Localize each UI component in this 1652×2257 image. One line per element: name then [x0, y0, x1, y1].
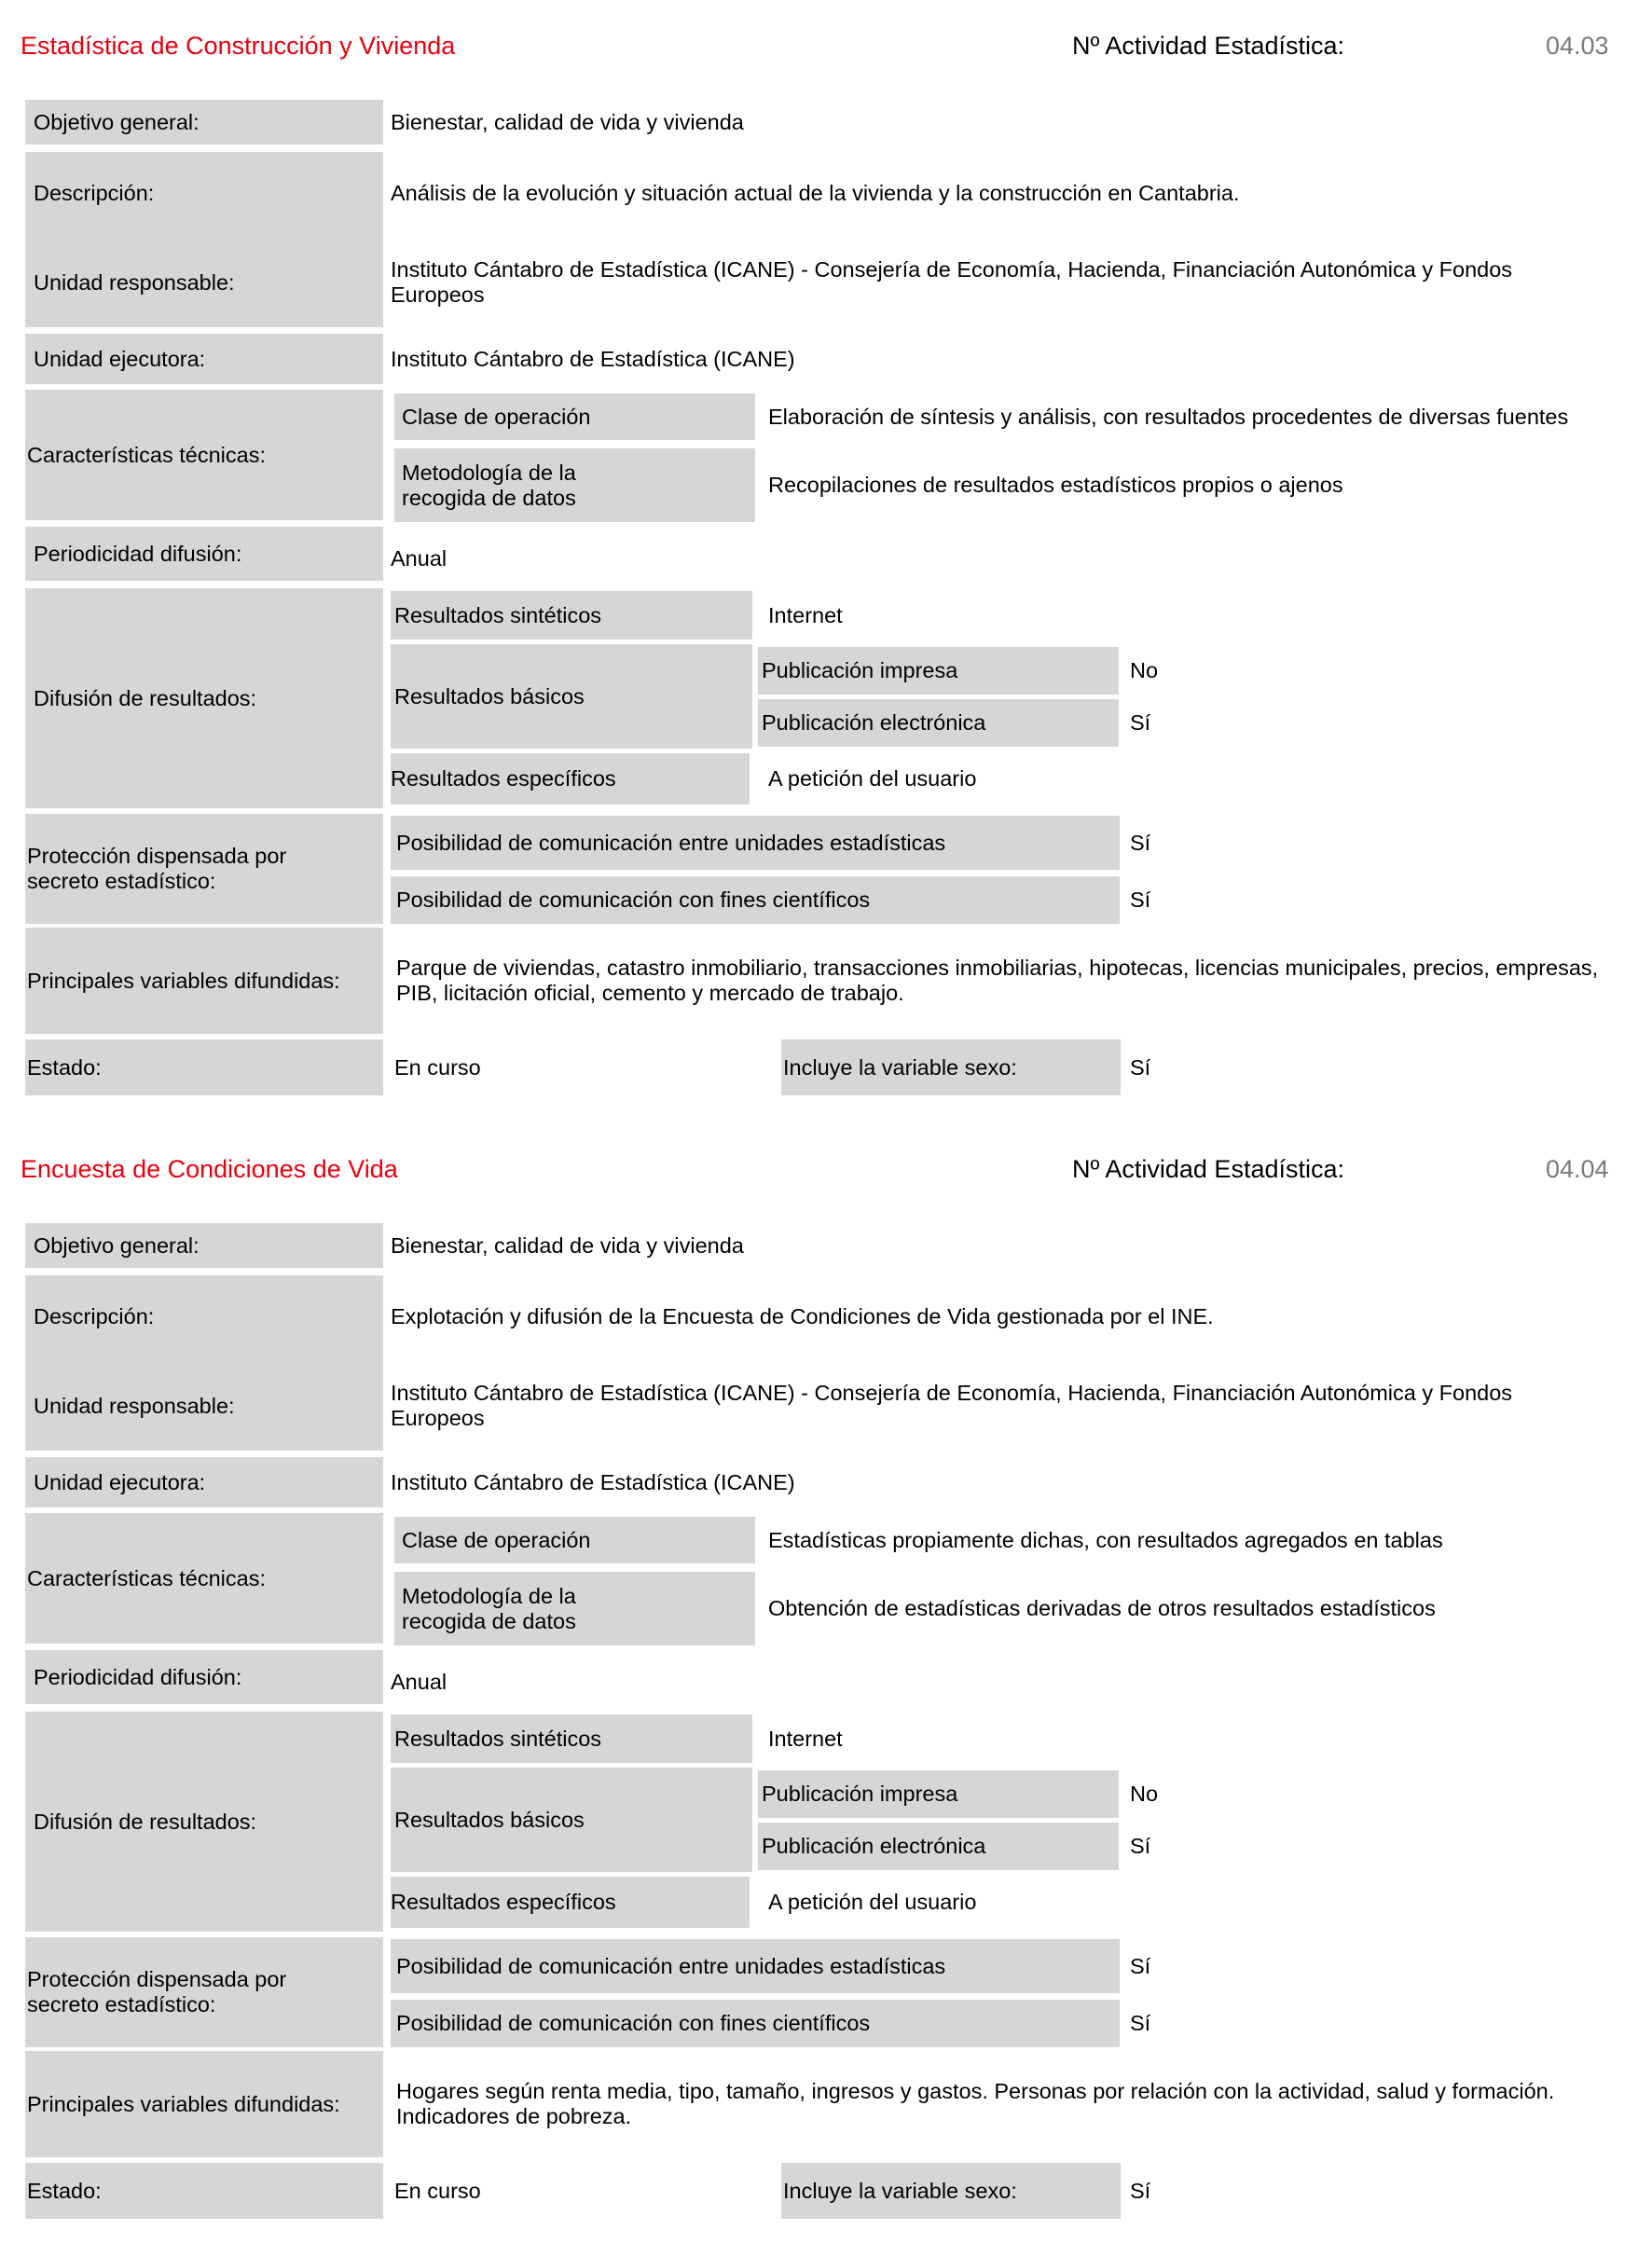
periodicidad-label: Periodicidad difusión: [25, 527, 383, 581]
electronica-value: Sí [1130, 1834, 1151, 1858]
metodologia-label: Metodología de la recogida de datos [394, 1572, 755, 1645]
sinteticos-label: Resultados sintéticos [391, 1714, 752, 1763]
ejecutora-label: Unidad ejecutora: [25, 1457, 383, 1507]
impresa-label: Publicación impresa [758, 1770, 1119, 1818]
com-cientificos-label: Posibilidad de comunicación con fines científicos [391, 2000, 1120, 2047]
estado-label: Estado: [25, 1039, 383, 1095]
statistic-section [0, 0, 1652, 1123]
com-unidades-label: Posibilidad de comunicación entre unidades estadísticas [391, 1939, 1120, 1993]
com-unidades-value: Sí [1130, 1953, 1151, 1978]
activity-number-label: Nº Actividad Estadística: [1072, 1155, 1344, 1183]
sexo-label: Incluye la variable sexo: [781, 1039, 1121, 1095]
estado-value: En curso [394, 2178, 481, 2203]
clase-value: Estadísticas propiamente dichas, con resultados agregados en tablas [768, 1527, 1443, 1552]
statistic-section [0, 1123, 1652, 2247]
com-cientificos-label: Posibilidad de comunicación con fines científicos [391, 876, 1120, 924]
ejecutora-label: Unidad ejecutora: [25, 334, 383, 384]
estado-value: En curso [394, 1054, 481, 1080]
objetivo-value: Bienestar, calidad de vida y vivienda [391, 1232, 744, 1258]
especificos-value: A petición del usuario [768, 1890, 977, 1914]
objetivo-label: Objetivo general: [25, 1223, 383, 1268]
responsable-label: Unidad responsable: [34, 269, 235, 295]
especificos-label: Resultados específicos [391, 1877, 750, 1928]
clase-value: Elaboración de síntesis y análisis, con resultados procedentes de diversas fuentes [768, 404, 1569, 429]
electronica-value: Sí [1130, 710, 1151, 735]
electronica-label: Publicación electrónica [758, 699, 1119, 747]
sinteticos-label: Resultados sintéticos [391, 591, 752, 640]
caracteristicas-label: Características técnicas: [25, 1513, 383, 1644]
especificos-value: A petición del usuario [768, 766, 977, 791]
sexo-label: Incluye la variable sexo: [781, 2163, 1121, 2219]
periodicidad-value: Anual [391, 545, 447, 571]
activity-number: 04.03 [1546, 32, 1609, 60]
responsable-value: Instituto Cántabro de Estadística (ICANE) - Consejería de Economía, Hacienda, Financiación Autonómica y Fondos Europeos [391, 1381, 1513, 1430]
sinteticos-value: Internet [768, 1726, 843, 1751]
activity-number-label: Nº Actividad Estadística: [1072, 32, 1344, 60]
metodologia-value: Obtención de estadísticas derivadas de otros resultados estadísticos [768, 1596, 1436, 1620]
especificos-label: Resultados específicos [391, 753, 750, 805]
descripcion-value: Explotación y difusión de la Encuesta de Condiciones de Vida gestionada por el INE. [391, 1303, 1214, 1328]
basicos-label: Resultados básicos [391, 1768, 752, 1872]
sinteticos-value: Internet [768, 602, 843, 627]
sexo-value: Sí [1130, 2178, 1151, 2203]
com-cientificos-value: Sí [1130, 888, 1151, 912]
objetivo-value: Bienestar, calidad de vida y vivienda [391, 109, 744, 134]
objetivo-label: Objetivo general: [25, 100, 383, 145]
variables-label: Principales variables difundidas: [25, 928, 383, 1034]
difusion-label: Difusión de resultados: [25, 588, 383, 808]
impresa-value: No [1130, 658, 1159, 682]
periodicidad-value: Anual [391, 1669, 447, 1694]
responsable-label: Unidad responsable: [34, 1393, 235, 1418]
caracteristicas-label: Características técnicas: [25, 390, 383, 520]
proteccion-label: Protección dispensada por secreto estadístico: [25, 814, 383, 924]
basicos-label: Resultados básicos [391, 644, 752, 749]
impresa-label: Publicación impresa [758, 647, 1119, 695]
com-cientificos-value: Sí [1130, 2011, 1151, 2035]
difusion-label: Difusión de resultados: [25, 1712, 383, 1932]
descripcion-label: Descripción: [34, 180, 155, 205]
sexo-value: Sí [1130, 1054, 1151, 1080]
metodologia-label: Metodología de la recogida de datos [394, 448, 755, 522]
ejecutora-value: Instituto Cántabro de Estadística (ICANE) [391, 1469, 795, 1494]
variables-value: Hogares según renta media, tipo, tamaño, ingresos y gastos. Personas por relación con la actividad, salud y formación. Indicadores de pobreza. [396, 2079, 1555, 2128]
com-unidades-value: Sí [1130, 830, 1151, 855]
activity-number: 04.04 [1546, 1155, 1609, 1183]
impresa-value: No [1130, 1782, 1159, 1806]
section-title: Encuesta de Condiciones de Vida [21, 1155, 398, 1183]
clase-label: Clase de operación [394, 393, 755, 440]
variables-label: Principales variables difundidas: [25, 2051, 383, 2157]
clase-label: Clase de operación [394, 1517, 755, 1563]
section-title: Estadística de Construcción y Vivienda [21, 32, 456, 60]
periodicidad-label: Periodicidad difusión: [25, 1650, 383, 1704]
com-unidades-label: Posibilidad de comunicación entre unidades estadísticas [391, 816, 1120, 870]
responsable-value: Instituto Cántabro de Estadística (ICANE) - Consejería de Economía, Hacienda, Financiación Autonómica y Fondos Europeos [391, 257, 1513, 307]
metodologia-value: Recopilaciones de resultados estadísticos propios o ajenos [768, 473, 1343, 497]
proteccion-label: Protección dispensada por secreto estadístico: [25, 1937, 383, 2047]
ejecutora-value: Instituto Cántabro de Estadística (ICANE) [391, 346, 795, 371]
descripcion-value: Análisis de la evolución y situación actual de la vivienda y la construcción en Cantabria. [391, 180, 1240, 205]
variables-value: Parque de viviendas, catastro inmobiliario, transacciones inmobiliarias, hipotecas, licencias municipales, precios, empresas, PIB, licitación oficial, cemento y mercado de trabajo. [396, 956, 1599, 1005]
descripcion-label: Descripción: [34, 1303, 155, 1328]
electronica-label: Publicación electrónica [758, 1823, 1119, 1870]
estado-label: Estado: [25, 2163, 383, 2219]
